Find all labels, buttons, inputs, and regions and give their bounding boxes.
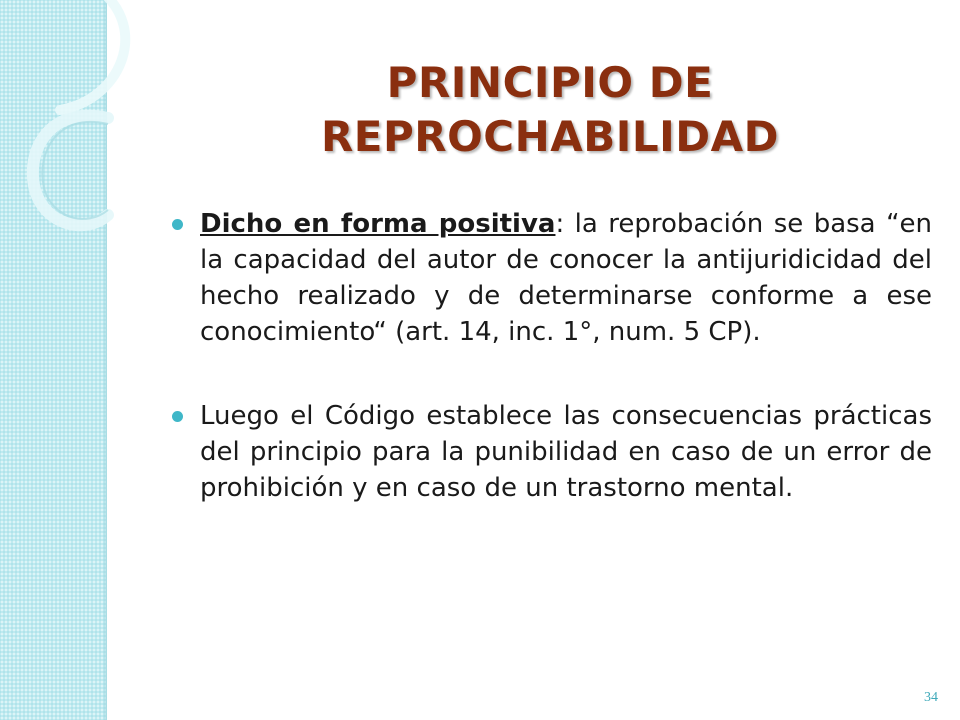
title-line-2: REPROCHABILIDAD [320, 112, 780, 162]
bullet-item-1 [172, 206, 932, 350]
lower-ring-shadow [42, 122, 108, 219]
bullet-icon [172, 219, 183, 230]
bullet-body-text: : la reprobación se basa “en la capacidad del autor de conocer la antijuridicidad del hecho realizado y de determinarse conforme a ese conocimiento“ (art. 14, inc. 1°, num. 5 CP). [200, 209, 933, 347]
bullet-icon [172, 411, 183, 422]
lower-ring-arc [33, 116, 108, 225]
upper-ring-arc [60, 0, 125, 110]
bullet-list [172, 206, 932, 554]
bullet-lead-text: Dicho en forma positiva [200, 209, 556, 239]
ring-arcs-decoration [0, 0, 140, 260]
bullet-item-2 [172, 398, 932, 506]
page-number: 34 [924, 690, 938, 705]
title-line-1: PRINCIPIO DE [386, 58, 714, 108]
bullet-body-text: Luego el Código establece las consecuencias prácticas del principio para la punibilidad en caso de un error de prohibición y en caso de un trastorno mental. [200, 401, 932, 503]
slide-title [290, 56, 810, 164]
